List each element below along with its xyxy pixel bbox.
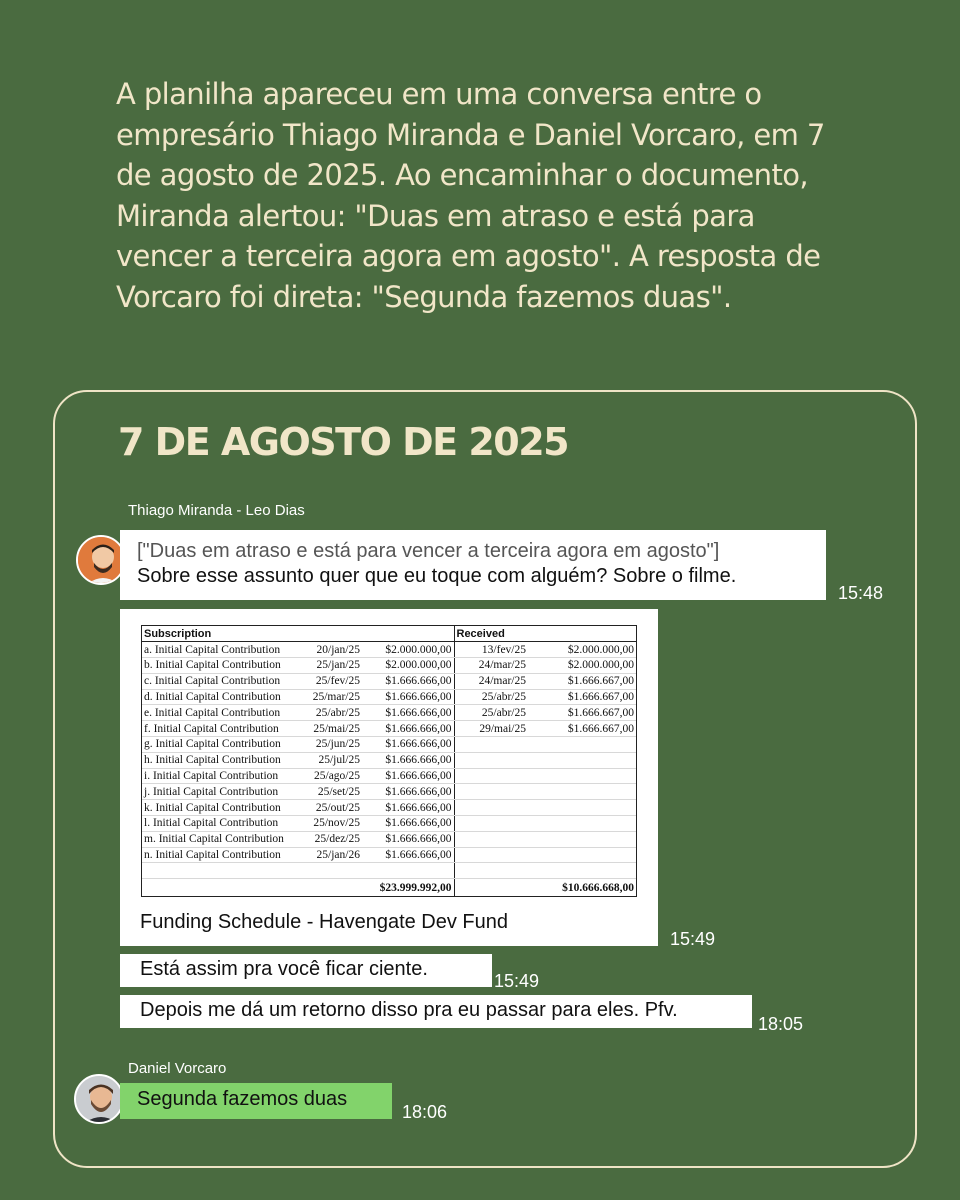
card-title: 7 DE AGOSTO DE 2025 xyxy=(118,420,569,464)
sheet-cell-amount: $1.666.666,00 xyxy=(362,768,454,784)
image-caption: Funding Schedule - Havengate Dev Fund xyxy=(140,911,509,933)
sheet-cell-rdate xyxy=(454,784,528,800)
reply-bubble[interactable] xyxy=(120,1083,392,1119)
message-bubble[interactable] xyxy=(120,995,752,1028)
sheet-cell-date: 25/set/25 xyxy=(294,784,362,800)
sheet-cell-ramount xyxy=(528,800,636,816)
sheet-cell-rdate: 24/mar/25 xyxy=(454,673,528,689)
sheet-cell-rdate: 13/fev/25 xyxy=(454,642,528,658)
sender-name: Daniel Vorcaro xyxy=(128,1060,227,1077)
sheet-cell-ramount: $1.666.667,00 xyxy=(528,705,636,721)
message-text: Sobre esse assunto quer que eu toque com alguém? Sobre o filme. xyxy=(137,565,737,587)
sheet-cell-name: e. Initial Capital Contribution xyxy=(142,705,294,721)
sheet-cell-rdate: 29/mai/25 xyxy=(454,721,528,737)
sheet-cell-ramount xyxy=(528,831,636,847)
sheet-cell-ramount: $2.000.000,00 xyxy=(528,642,636,658)
message-text: Depois me dá um retorno disso pra eu passar para eles. Pfv. xyxy=(140,999,678,1021)
message-text: Está assim pra você ficar ciente. xyxy=(140,958,428,980)
sheet-cell-ramount xyxy=(528,737,636,753)
sheet-cell-rdate: 24/mar/25 xyxy=(454,658,528,674)
sheet-cell-ramount: $1.666.667,00 xyxy=(528,689,636,705)
sheet-row xyxy=(142,800,636,816)
sheet-row xyxy=(142,642,636,658)
sheet-cell-name: l. Initial Capital Contribution xyxy=(142,816,294,832)
sheet-cell-rdate xyxy=(454,737,528,753)
total-received: $10.666.668,00 xyxy=(528,879,636,897)
message-time: 15:48 xyxy=(838,583,884,603)
sheet-cell-amount: $1.666.666,00 xyxy=(362,816,454,832)
sheet-cell-amount: $1.666.666,00 xyxy=(362,847,454,863)
sheet-row xyxy=(142,831,636,847)
sheet-cell-amount: $1.666.666,00 xyxy=(362,689,454,705)
message-time: 15:49 xyxy=(670,929,716,949)
sheet-cell-date: 25/fev/25 xyxy=(294,673,362,689)
sheet-cell-name: m. Initial Capital Contribution xyxy=(142,831,294,847)
message-bubble[interactable] xyxy=(120,530,826,600)
sheet-cell-name: k. Initial Capital Contribution xyxy=(142,800,294,816)
sheet-cell-date: 25/jun/25 xyxy=(294,737,362,753)
sheet-cell-date: 25/mar/25 xyxy=(294,689,362,705)
sheet-cell-ramount xyxy=(528,816,636,832)
sheet-cell-name: d. Initial Capital Contribution xyxy=(142,689,294,705)
sheet-cell-date: 25/abr/25 xyxy=(294,705,362,721)
message-bubble[interactable] xyxy=(120,954,492,987)
sheet-cell-amount: $2.000.000,00 xyxy=(362,658,454,674)
sheet-cell-date: 25/ago/25 xyxy=(294,768,362,784)
sheet-cell-date: 25/jul/25 xyxy=(294,752,362,768)
total-subscription: $23.999.992,00 xyxy=(362,879,454,897)
avatar-daniel xyxy=(74,1074,124,1124)
sheet-cell-ramount: $1.666.667,00 xyxy=(528,721,636,737)
sheet-cell-ramount xyxy=(528,847,636,863)
header-received: Received xyxy=(454,626,528,642)
sheet-row xyxy=(142,847,636,863)
sheet-cell-rdate xyxy=(454,847,528,863)
sheet-cell-ramount: $1.666.667,00 xyxy=(528,673,636,689)
sheet-cell-amount: $1.666.666,00 xyxy=(362,721,454,737)
sheet-cell-name: c. Initial Capital Contribution xyxy=(142,673,294,689)
sheet-cell-rdate xyxy=(454,816,528,832)
sheet-cell-amount: $1.666.666,00 xyxy=(362,673,454,689)
sheet-cell-rdate: 25/abr/25 xyxy=(454,689,528,705)
sheet-cell-rdate xyxy=(454,752,528,768)
sheet-cell-ramount: $2.000.000,00 xyxy=(528,658,636,674)
message-time: 18:06 xyxy=(402,1102,448,1122)
sheet-cell-ramount xyxy=(528,752,636,768)
sheet-cell-amount: $1.666.666,00 xyxy=(362,831,454,847)
sheet-row xyxy=(142,768,636,784)
sender-name: Thiago Miranda - Leo Dias xyxy=(128,502,305,519)
sheet-cell-date: 25/dez/25 xyxy=(294,831,362,847)
sheet-cell-date: 25/nov/25 xyxy=(294,816,362,832)
sheet-cell-name: j. Initial Capital Contribution xyxy=(142,784,294,800)
sheet-row xyxy=(142,752,636,768)
sheet-cell-name: b. Initial Capital Contribution xyxy=(142,658,294,674)
sheet-cell-amount: $1.666.666,00 xyxy=(362,784,454,800)
message-time: 15:49 xyxy=(494,971,540,991)
sheet-row xyxy=(142,784,636,800)
sheet-cell-name: h. Initial Capital Contribution xyxy=(142,752,294,768)
sheet-cell-date: 25/out/25 xyxy=(294,800,362,816)
avatar-thiago xyxy=(76,535,126,585)
message-text: Segunda fazemos duas xyxy=(137,1088,348,1110)
quoted-text: ["Duas em atraso e está para vencer a terceira agora em agosto"] xyxy=(137,540,720,562)
sheet-cell-name: a. Initial Capital Contribution xyxy=(142,642,294,658)
sheet-cell-rdate: 25/abr/25 xyxy=(454,705,528,721)
sheet-cell-date: 25/jan/26 xyxy=(294,847,362,863)
header-subscription: Subscription xyxy=(142,626,294,642)
sheet-cell-date: 20/jan/25 xyxy=(294,642,362,658)
sheet-cell-rdate xyxy=(454,768,528,784)
intro-paragraph: A planilha apareceu em uma conversa entre o empresário Thiago Miranda e Daniel Vorcaro, em 7 de agosto de 2025. Ao encaminhar o documento, Miranda alertou: "Duas em atraso e está para vencer a terceira agora em agosto". A resposta de Vorcaro foi direta: "Segunda fazemos duas". xyxy=(116,77,825,314)
sheet-cell-date: 25/mai/25 xyxy=(294,721,362,737)
message-time: 18:05 xyxy=(758,1014,804,1034)
sheet-cell-rdate xyxy=(454,831,528,847)
sheet-row xyxy=(142,721,636,737)
sheet-row xyxy=(142,816,636,832)
sheet-cell-date: 25/jan/25 xyxy=(294,658,362,674)
sheet-cell-amount: $1.666.666,00 xyxy=(362,752,454,768)
sheet-row xyxy=(142,658,636,674)
sheet-cell-name: g. Initial Capital Contribution xyxy=(142,737,294,753)
sheet-cell-rdate xyxy=(454,800,528,816)
sheet-cell-amount: $1.666.666,00 xyxy=(362,800,454,816)
sheet-row xyxy=(142,689,636,705)
sheet-cell-ramount xyxy=(528,784,636,800)
sheet-cell-amount: $1.666.666,00 xyxy=(362,737,454,753)
sheet-cell-ramount xyxy=(528,768,636,784)
sheet-cell-name: i. Initial Capital Contribution xyxy=(142,768,294,784)
sheet-row xyxy=(142,737,636,753)
sheet-cell-amount: $2.000.000,00 xyxy=(362,642,454,658)
sheet-cell-name: f. Initial Capital Contribution xyxy=(142,721,294,737)
sheet-cell-amount: $1.666.666,00 xyxy=(362,705,454,721)
sheet-row xyxy=(142,705,636,721)
sheet-row xyxy=(142,673,636,689)
spreadsheet-image[interactable] xyxy=(141,625,637,897)
sheet-cell-name: n. Initial Capital Contribution xyxy=(142,847,294,863)
